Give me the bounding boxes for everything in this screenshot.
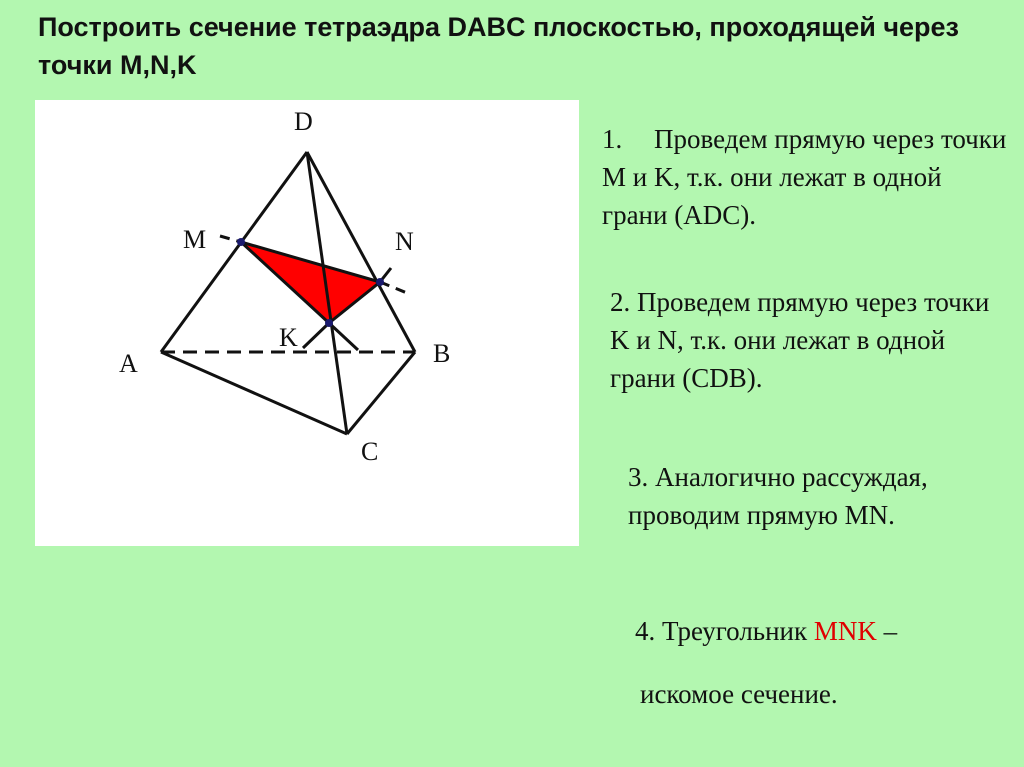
step-1-text: Проведем прямую через точки M и K, т.к. они лежат в одной грани (ADC). xyxy=(602,124,1007,230)
point-k xyxy=(325,319,333,327)
step-4 xyxy=(635,612,1015,650)
step-4-conclusion: искомое сечение. xyxy=(640,679,838,709)
label-a: A xyxy=(119,349,138,378)
slide-title: Построить сечение тетраэдра DABC плоскостью, проходящей через точки M,N,K xyxy=(38,12,959,80)
label-c: C xyxy=(361,437,379,466)
step-1-number: 1. xyxy=(602,124,623,154)
step-2: 2. Проведем прямую через точки K и N, т.к. они лежат в одной грани (CDB). xyxy=(610,287,990,393)
step-4-highlight: MNK xyxy=(813,616,877,646)
label-b: B xyxy=(433,339,451,368)
step-4-suffix: – xyxy=(876,616,898,646)
step-3: 3. Аналогично рассуждая, проводим прямую MN. xyxy=(628,462,928,530)
line-nk-ext xyxy=(303,323,329,348)
label-n: N xyxy=(395,227,414,256)
label-k: K xyxy=(279,323,298,352)
label-d: D xyxy=(294,107,313,136)
tetrahedron-figure xyxy=(35,100,579,546)
point-m xyxy=(237,238,245,246)
tetrahedron-diagram xyxy=(35,100,579,546)
point-n xyxy=(376,278,384,286)
section-triangle-mnk xyxy=(241,242,380,323)
edge-cb xyxy=(347,352,415,434)
line-mn-ext-right xyxy=(380,282,407,293)
label-m: M xyxy=(183,225,207,254)
edge-ac xyxy=(161,352,347,434)
step-4-prefix: 4. Треугольник xyxy=(635,616,814,646)
step-1 xyxy=(602,120,1012,234)
